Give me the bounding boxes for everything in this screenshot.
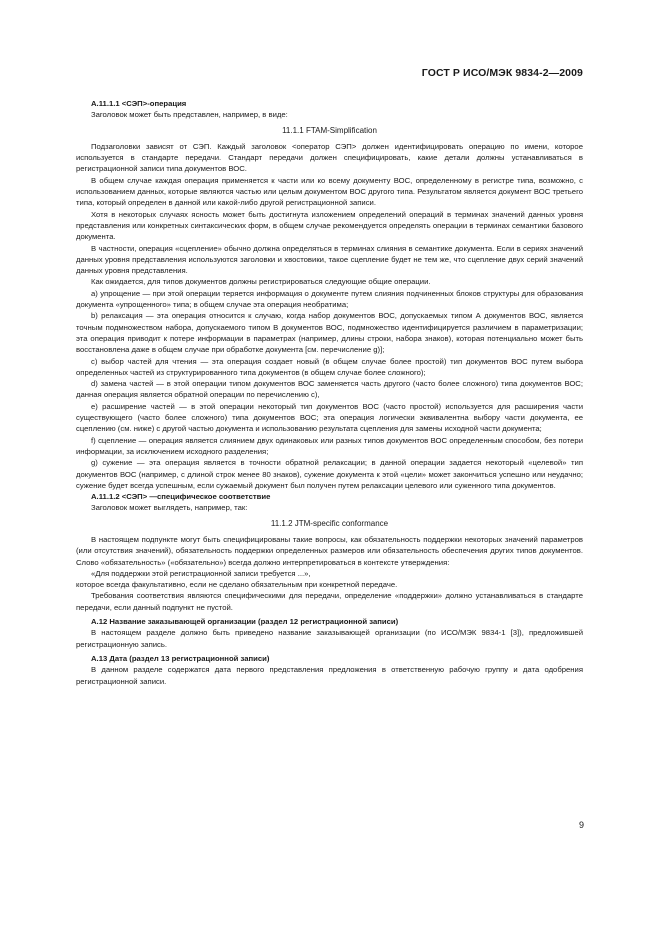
list-item: e) расширение частей — в этой операции некоторый тип документов ВОС (часто простой) используется для расширения части существующего (часто более сложного) типа документов ВОС; эта операция логически эквивалентна выбору части документа, ее сцеплению (см. ниже) с другой частью документа и использованию результата сцепления для замены исходной части документа; xyxy=(76,401,583,434)
paragraph: Подзаголовки зависят от СЭП. Каждый заголовок <оператор СЭП> должен идентифицировать операцию по имени, которое используется в стандарте передачи. Стандарт передачи должен специфицировать, какие детали должны устанавливаться в регистрационной записи типа документов ВОС. xyxy=(76,141,583,174)
document-header: ГОСТ Р ИСО/МЭК 9834-2—2009 xyxy=(421,67,583,79)
paragraph: В настоящем разделе должно быть приведено название заказывающей организации (по ИСО/МЭК 9834-1 [3]), предложившей регистрационную запись. xyxy=(76,628,583,649)
list-item: f) сцепление — операция является слиянием двух одинаковых или разных типов документов ВОС определенным способом, без потери информации, за исключением исходного разделения; xyxy=(76,435,583,456)
paragraph: Как ожидается, для типов документов должны регистрироваться следующие общие операции. xyxy=(91,277,431,287)
paragraph: Заголовок может выглядеть, например, так: xyxy=(91,503,248,513)
page-number: 9 xyxy=(578,820,584,830)
page-body xyxy=(76,98,583,687)
paragraph: которое всегда факультативно, если не сделано обязательным при конкретной передаче. xyxy=(76,580,398,590)
list-item: d) замена частей — в этой операции типом документов ВОС заменяется часть другого (часто более сложного) типа документов ВОС; данная операция является обратной операции по перечислению с), xyxy=(76,379,583,400)
paragraph: В частности, операция «сцепление» обычно должна определяться в терминах слияния в семантике документа. Если в сериях значений данных уровня представления используются заголовки и хвостовики, такое сцепление будет не тем же, что сцепление двух серий значений данных уровня представления. xyxy=(76,243,583,276)
section-heading-a12: А.12 Название заказывающей организации (раздел 12 регистрационной записи) xyxy=(91,617,399,627)
list-item: а) упрощение — при этой операции теряется информация о документе путем слияния подчиненных блоков структуры для образования документа «упрощенного» типа; в общем случае эта операция необратима; xyxy=(76,288,583,310)
list-item: g) сужение — эта операция является в точности обратной релаксации; в данной операции задается некоторый «целевой» тип документов ВОС (например, с длиной строк менее 80 знаков), сужение документа к этой «цели» может закончиться успешно или неудачно; сужение будет всегда успешным, если сужаемый документ был получен путем релаксации целевого или суженного типа документов. xyxy=(76,458,583,490)
paragraph: Заголовок может быть представлен, например, в виде: xyxy=(91,110,288,120)
quote: «Для поддержки этой регистрационной записи требуется ...», xyxy=(91,568,311,578)
section-heading-a1111: А.11.1.1 <СЭП>-операция xyxy=(91,99,187,108)
example-heading: 11.1.2 JTM-specific conformance xyxy=(270,518,389,528)
section-heading-a13: А.13 Дата (раздел 13 регистрационной записи) xyxy=(91,653,270,663)
example-heading: 11.1.1 FTAM-Simplification xyxy=(282,125,377,135)
paragraph: Хотя в некоторых случаях ясность может быть достигнута изложением определений операций в терминах значений данных уровня представления или конкретных синтаксических форм, в общем случае рекомендуется определять операции в терминах семантики базового документа. xyxy=(76,209,583,242)
paragraph: В общем случае каждая операция применяется к части или ко всему документу ВОС, определенному в регистре типа, возможно, с использованием данных, которые являются частью или целым документом ВОС другого типа. Результатом является документ ВОС третьего типа, который определен в данной или какой-либо другой регистрационной записи. xyxy=(76,175,583,208)
list-item: b) релаксация — эта операция относится к случаю, когда набор документов ВОС, допускаемых типом А документов ВОС, является точным подмножеством набора, допускаемого типом В документов ВОС, подмножество идентифицируется различием в параметризации; эта операция приводит к потере информации в параметрах (например, длины строки, набора знаков), которая потенциально может быть восстановлена даже в общем случае при обработке документа [см. перечисление g)]; xyxy=(76,311,583,355)
section-heading-a1112: А.11.1.2 <СЭП> —специфическое соответствие xyxy=(91,492,271,502)
paragraph: В данном разделе содержатся дата первого представления предложения в ответственную рабочую группу и дата одобрения регистрационной записи. xyxy=(76,665,583,686)
list-item: c) выбор частей для чтения — эта операция создает новый (в общем случае более простой) тип документов ВОС путем выбора определенных частей из структурированного типа документов (в общем случае более сложного); xyxy=(76,356,583,377)
paragraph: В настоящем подпункте могут быть специфицированы такие вопросы, как обязательность поддержки некоторых значений параметров (или отсутствия значений), обязательность поддержки определенных размеров или обязательность обеспечения других типов документов. Слово «обязательность» («обязательно») всегда должно интерпретироваться в контексте утверждения: xyxy=(76,534,583,567)
paragraph: Требования соответствия являются специфическими для передачи, определение «поддержки» должно устанавливаться в стандарте передачи, если данный подпункт не пустой. xyxy=(76,591,583,612)
